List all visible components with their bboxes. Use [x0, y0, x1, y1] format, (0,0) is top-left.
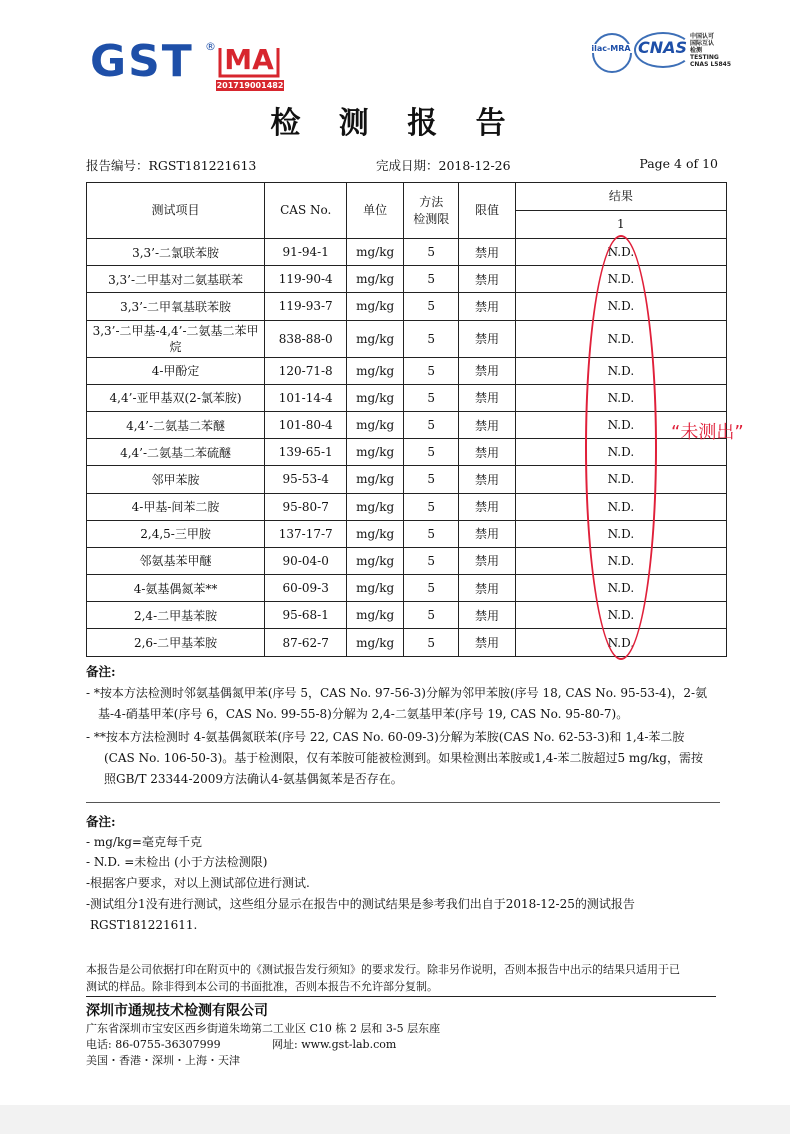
header-method-line1: 方法	[419, 194, 444, 209]
note-line: (CAS No. 106-50-3)。基于检测限，仅有苯胺可能被检测到。如果检测出苯胺或1,4-苯二胺超过5 mg/kg，需按	[104, 751, 703, 765]
header-result-sample: 1	[515, 211, 726, 239]
cell-result: N.D.	[515, 547, 726, 574]
cell-mdl: 5	[404, 357, 459, 384]
cell-result: N.D.	[515, 575, 726, 602]
cell-item: 4,4’-二氨基二苯醚	[87, 411, 265, 438]
cell-limit: 禁用	[459, 602, 515, 629]
cell-result: N.D.	[515, 466, 726, 493]
cell-cas: 91-94-1	[265, 239, 347, 266]
cell-result: N.D.	[515, 384, 726, 411]
cell-unit: mg/kg	[347, 320, 404, 357]
company-phone: 电话: 86-0755-36307999	[86, 1038, 221, 1051]
ilac-mra-label: ilac-MRA	[589, 44, 633, 53]
note-line: - *按本方法检测时邻氨基偶氮甲苯(序号 5，CAS No. 97-56-3)分解为邻甲苯胺(序号 18, CAS No. 95-53-4)，2-氨	[86, 686, 708, 700]
cell-limit: 禁用	[459, 466, 515, 493]
cell-unit: mg/kg	[347, 466, 404, 493]
cell-unit: mg/kg	[347, 493, 404, 520]
cell-unit: mg/kg	[347, 266, 404, 293]
cell-result: N.D.	[515, 439, 726, 466]
cell-mdl: 5	[404, 575, 459, 602]
cell-limit: 禁用	[459, 357, 515, 384]
company-address: 广东省深圳市宝安区西乡街道朱坳第二工业区 C10 栋 2 层和 3-5 层东座	[86, 1022, 441, 1035]
cell-result: N.D.	[515, 411, 726, 438]
document-title: 检 测 报 告	[270, 106, 520, 141]
cell-limit: 禁用	[459, 320, 515, 357]
cell-mdl: 5	[404, 384, 459, 411]
cell-unit: mg/kg	[347, 411, 404, 438]
complete-date: 完成日期：2018-12-26	[376, 158, 511, 173]
cell-unit: mg/kg	[347, 357, 404, 384]
company-name: 深圳市通规技术检测有限公司	[86, 1003, 268, 1019]
cma-logo	[217, 44, 281, 80]
disclaimer-line: 本报告是公司依据打印在附页中的《测试报告发行须知》的要求发行。除非另作说明，否则本报告中出示的结果只适用于已	[86, 963, 680, 976]
cell-unit: mg/kg	[347, 575, 404, 602]
cell-result: N.D.	[515, 293, 726, 320]
cell-mdl: 5	[404, 320, 459, 357]
cell-mdl: 5	[404, 266, 459, 293]
cma-number: 201719001482	[216, 81, 284, 90]
cell-unit: mg/kg	[347, 547, 404, 574]
cell-item: 3,3’-二甲基-4,4’-二氨基二苯甲烷	[87, 320, 265, 357]
cell-cas: 101-14-4	[265, 384, 347, 411]
note-line: - **按本方法检测时 4-氨基偶氮联苯(序号 22, CAS No. 60-09-3)分解为苯胺(CAS No. 62-53-3)和 1,4-苯二胺	[86, 730, 685, 744]
note-line: -测试组分1没有进行测试，这些组分显示在报告中的测试结果是参考我们出自于2018-12-25的测试报告	[86, 897, 635, 911]
cell-cas: 95-80-7	[265, 493, 347, 520]
header-method-line2: 检测限	[413, 211, 450, 226]
cell-cas: 95-68-1	[265, 602, 347, 629]
header-result: 结果	[515, 183, 726, 211]
cell-unit: mg/kg	[347, 384, 404, 411]
cell-cas: 119-93-7	[265, 293, 347, 320]
cell-result: N.D.	[515, 602, 726, 629]
note-line: RGST181221611.	[90, 918, 198, 932]
note-line: 基-4-硝基甲苯(序号 6，CAS No. 99-55-8)分解为 2,4-二氨基甲苯(序号 19, CAS No. 95-80-7)。	[98, 707, 629, 721]
cell-item: 2,4,5-三甲胺	[87, 520, 265, 547]
cell-limit: 禁用	[459, 439, 515, 466]
cell-result: N.D.	[515, 266, 726, 293]
cell-result: N.D.	[515, 357, 726, 384]
cell-limit: 禁用	[459, 239, 515, 266]
notes-title-2: 备注:	[86, 814, 116, 829]
note-line: 照GB/T 23344-2009方法确认4-氨基偶氮苯是否存在。	[104, 772, 403, 786]
cell-item: 4-氨基偶氮苯**	[87, 575, 265, 602]
notes-title: 备注:	[86, 664, 116, 679]
cell-cas: 87-62-7	[265, 629, 347, 656]
note-line: - mg/kg=毫克每千克	[86, 835, 202, 849]
cell-cas: 120-71-8	[265, 357, 347, 384]
cell-unit: mg/kg	[347, 439, 404, 466]
cell-limit: 禁用	[459, 520, 515, 547]
cell-limit: 禁用	[459, 384, 515, 411]
cnas-side-line: 国际互认	[690, 40, 715, 47]
header-limit: 限值	[459, 183, 515, 239]
cnas-logo: CNAS	[638, 38, 688, 57]
note-line: - N.D. =未检出 (小于方法检测限)	[86, 855, 268, 869]
cell-limit: 禁用	[459, 293, 515, 320]
cell-cas: 101-80-4	[265, 411, 347, 438]
cell-unit: mg/kg	[347, 293, 404, 320]
cell-mdl: 5	[404, 547, 459, 574]
header-method-limit	[404, 183, 459, 239]
cell-item: 2,4-二甲基苯胺	[87, 602, 265, 629]
divider	[86, 802, 720, 803]
registered-mark: ®	[205, 40, 216, 53]
report-number: 报告编号：RGST181221613	[86, 158, 257, 173]
cell-unit: mg/kg	[347, 520, 404, 547]
note-line: -根据客户要求，对以上测试部位进行测试.	[86, 876, 310, 890]
cell-limit: 禁用	[459, 629, 515, 656]
annotation-not-detected: “未测出”	[671, 422, 744, 443]
cell-cas: 838-88-0	[265, 320, 347, 357]
cell-item: 邻甲苯胺	[87, 466, 265, 493]
cell-mdl: 5	[404, 466, 459, 493]
cell-unit: mg/kg	[347, 602, 404, 629]
cell-mdl: 5	[404, 411, 459, 438]
cnas-side-line: 中国认可	[690, 33, 715, 40]
cell-limit: 禁用	[459, 575, 515, 602]
cnas-side-line: CNAS L5845	[690, 61, 732, 68]
cell-item: 4-甲酚定	[87, 357, 265, 384]
cell-mdl: 5	[404, 439, 459, 466]
cell-mdl: 5	[404, 520, 459, 547]
cell-limit: 禁用	[459, 411, 515, 438]
cell-result: N.D.	[515, 239, 726, 266]
cnas-side-line: TESTING	[690, 54, 719, 61]
cell-cas: 119-90-4	[265, 266, 347, 293]
cell-unit: mg/kg	[347, 629, 404, 656]
cell-mdl: 5	[404, 293, 459, 320]
cell-item: 4-甲基-间苯二胺	[87, 493, 265, 520]
cell-mdl: 5	[404, 602, 459, 629]
company-locations: 美国・香港・深圳・上海・天津	[86, 1054, 240, 1067]
cell-result: N.D.	[515, 320, 726, 357]
ilac-mra-logo	[592, 33, 632, 73]
cma-label: MA	[224, 43, 274, 76]
cell-item: 3,3’-二甲氧基联苯胺	[87, 293, 265, 320]
cell-mdl: 5	[404, 493, 459, 520]
cell-item: 4,4’-二氨基二苯硫醚	[87, 439, 265, 466]
footer-divider	[86, 996, 716, 997]
cell-cas: 90-04-0	[265, 547, 347, 574]
cell-item: 4,4’-亚甲基双(2-氯苯胺)	[87, 384, 265, 411]
bottom-strip	[0, 1105, 790, 1134]
table-header-row	[87, 183, 727, 211]
cell-limit: 禁用	[459, 547, 515, 574]
cell-result: N.D.	[515, 629, 726, 656]
cell-limit: 禁用	[459, 266, 515, 293]
cell-mdl: 5	[404, 239, 459, 266]
cell-cas: 137-17-7	[265, 520, 347, 547]
cnas-side-line: 检测	[690, 47, 703, 54]
disclaimer	[86, 961, 726, 995]
cnas-side-text	[690, 33, 731, 68]
header-unit: 单位	[347, 183, 404, 239]
cell-unit: mg/kg	[347, 239, 404, 266]
header-cas: CAS No.	[265, 183, 347, 239]
cell-item: 3,3’-二氯联苯胺	[87, 239, 265, 266]
cell-item: 3,3’-二甲基对二氨基联苯	[87, 266, 265, 293]
cell-item: 邻氨基苯甲醚	[87, 547, 265, 574]
cell-item: 2,6-二甲基苯胺	[87, 629, 265, 656]
cell-cas: 95-53-4	[265, 466, 347, 493]
header-item: 测试项目	[87, 183, 265, 239]
cell-result: N.D.	[515, 520, 726, 547]
highlight-oval	[585, 235, 657, 660]
cell-mdl: 5	[404, 629, 459, 656]
gst-logo: GST	[90, 36, 194, 87]
company-website: 网址: www.gst-lab.com	[272, 1038, 397, 1051]
disclaimer-line: 测试的样品。除非得到本公司的书面批准，否则本报告不允许部分复制。	[86, 980, 438, 993]
cell-limit: 禁用	[459, 493, 515, 520]
cell-result: N.D.	[515, 493, 726, 520]
cell-cas: 139-65-1	[265, 439, 347, 466]
page-number: Page 4 of 10	[639, 156, 718, 171]
cell-cas: 60-09-3	[265, 575, 347, 602]
